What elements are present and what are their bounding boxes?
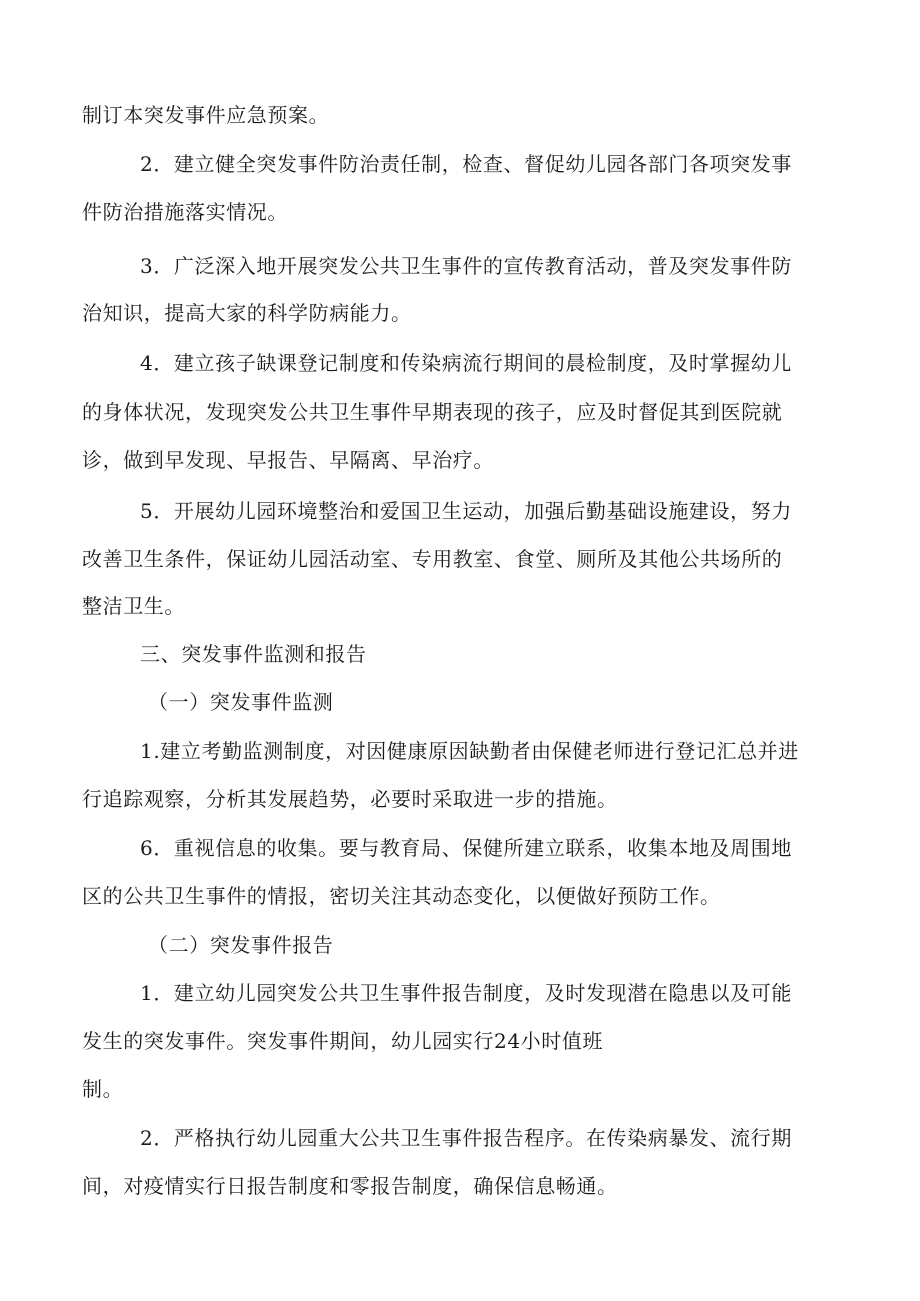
text-line: 1.建立考勤监测制度，对因健康原因缺勤者由保健老师进行登记汇总并进 [140, 739, 799, 763]
text-line: 行追踪观察，分析其发展趋势，必要时采取进一步的措施。 [82, 787, 618, 811]
text-line: 3．广泛深入地开展突发公共卫生事件的宣传教育活动，普及突发事件防 [140, 254, 792, 278]
subsection-heading: （二）突发事件报告 [148, 933, 334, 957]
text-line: 的身体状况，发现突发公共卫生事件早期表现的孩子，应及时督促其到医院就 [82, 400, 783, 424]
text-line: 1．建立幼儿园突发公共卫生事件报告制度，及时发现潜在隐患以及可能 [140, 981, 792, 1005]
text-line: 制订本突发事件应急预案。 [82, 103, 330, 127]
text-line: 改善卫生条件，保证幼儿园活动室、专用教室、食堂、厕所及其他公共场所的 [82, 547, 783, 571]
text-line: 整洁卫生。 [82, 594, 185, 618]
text-line: 件防治措施落实情况。 [82, 200, 288, 224]
text-line: 间，对疫情实行日报告制度和零报告制度，确保信息畅通。 [82, 1174, 618, 1198]
subsection-heading: （一）突发事件监测 [148, 690, 334, 714]
section-heading: 三、突发事件监测和报告 [140, 642, 367, 666]
text-line: 制。 [82, 1077, 124, 1101]
text-line: 治知识，提高大家的科学防病能力。 [82, 301, 412, 325]
text-line: 5．开展幼儿园环境整治和爱国卫生运动，加强后勤基础设施建设，努力 [140, 499, 792, 523]
text-line: 6．重视信息的收集。要与教育局、保健所建立联系，收集本地及周围地 [140, 836, 792, 860]
text-line: 2．严格执行幼儿园重大公共卫生事件报告程序。在传染病暴发、流行期 [140, 1126, 792, 1150]
text-line: 发生的突发事件。突发事件期间，幼儿园实行24小时值班 [82, 1029, 604, 1053]
text-line: 2．建立健全突发事件防治责任制，检查、督促幼儿园各部门各项突发事 [140, 152, 792, 176]
text-line: 区的公共卫生事件的情报，密切关注其动态变化，以便做好预防工作。 [82, 884, 721, 908]
text-line: 诊，做到早发现、早报告、早隔离、早治疗。 [82, 448, 494, 472]
text-line: 4．建立孩子缺课登记制度和传染病流行期间的晨检制度，及时掌握幼儿 [140, 351, 792, 375]
